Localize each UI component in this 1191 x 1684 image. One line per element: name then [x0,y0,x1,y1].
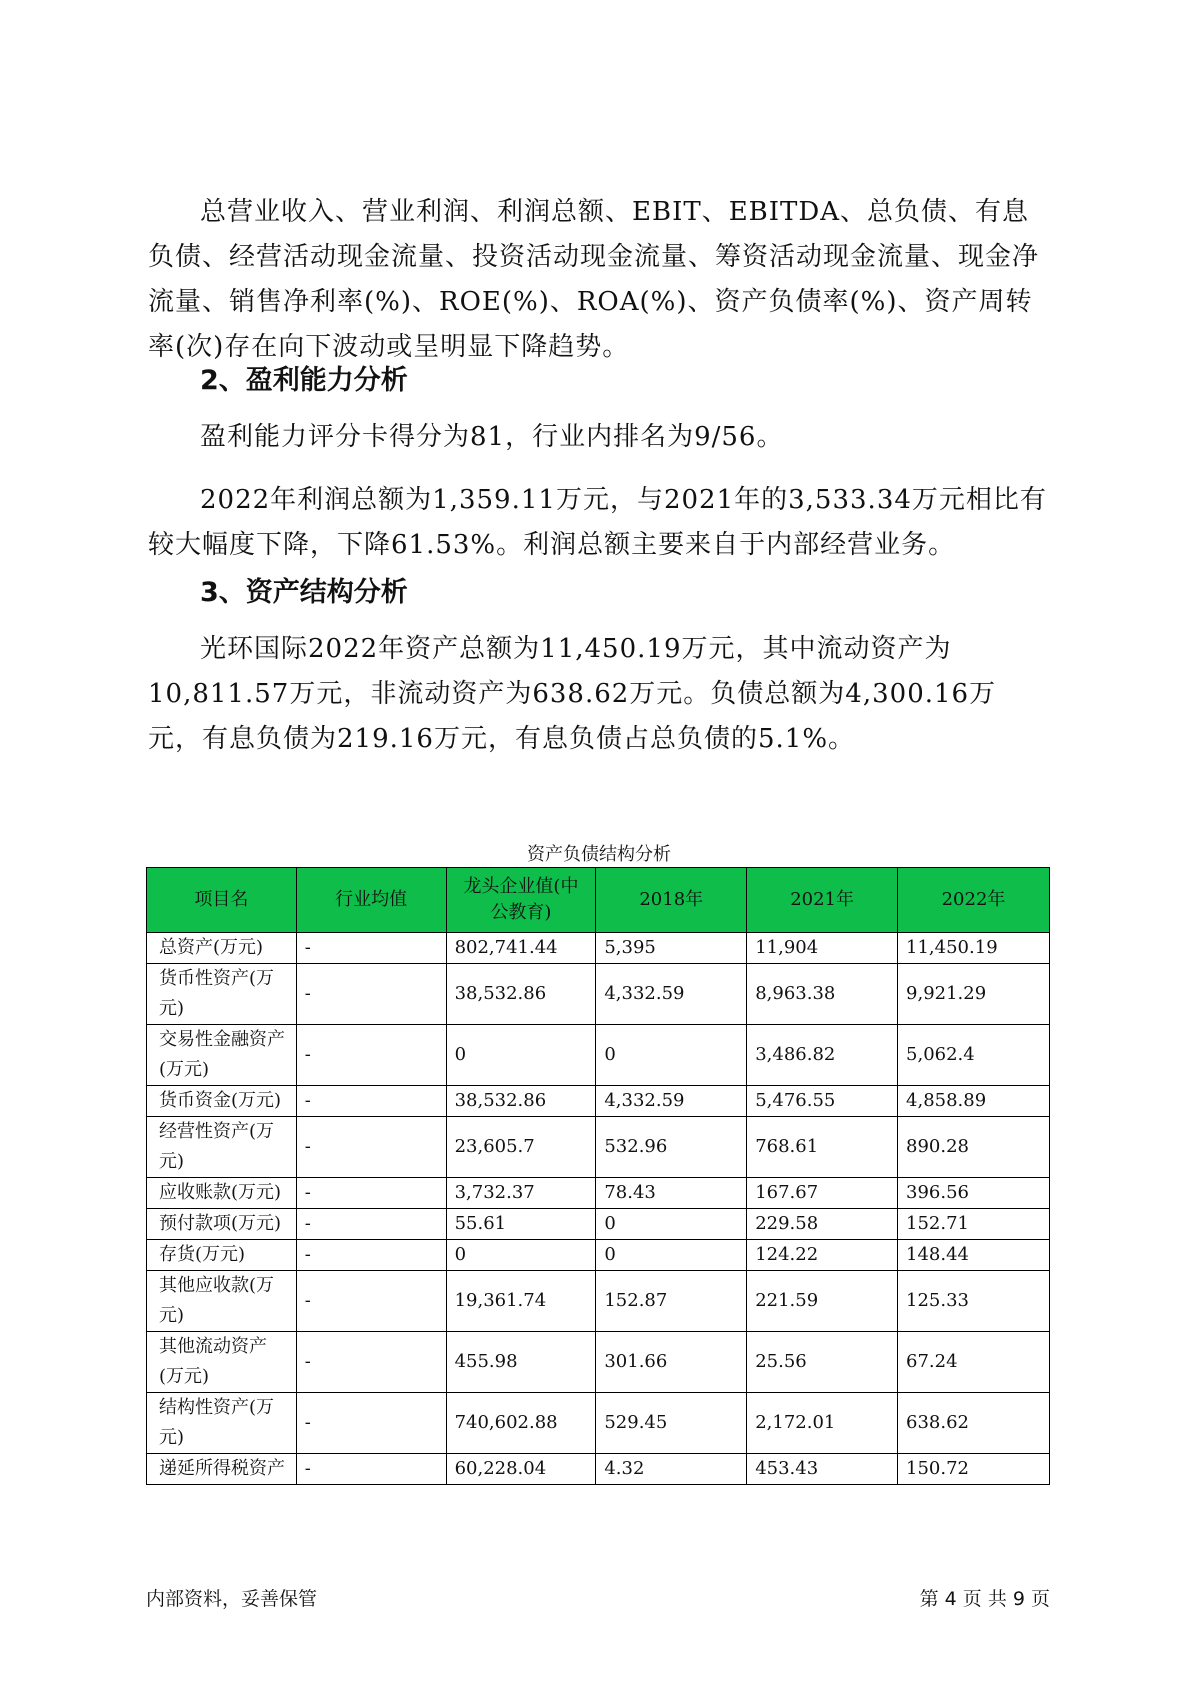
table-cell: 396.56 [898,1178,1050,1209]
table-cell: - [296,1178,446,1209]
header-2021: 2021年 [747,868,898,933]
table-cell: 4,858.89 [898,1086,1050,1117]
asset-paragraph: 光环国际2022年资产总额为11,450.19万元，其中流动资产为10,811.57万元，非流动资产为638.62万元。负债总额为4,300.16万元，有息负债为219.16万元，有息负债占总负债的5.1%。 [148,634,997,754]
table-cell: 38,532.86 [446,964,596,1025]
table-cell: 0 [596,1025,747,1086]
table-cell: 529.45 [596,1393,747,1454]
balance-structure-table [146,867,1050,1485]
table-cell: 23,605.7 [446,1117,596,1178]
table-cell: - [296,1393,446,1454]
table-cell: 150.72 [898,1454,1050,1485]
table-cell: 768.61 [747,1117,898,1178]
table-row [147,1178,1050,1209]
row-label: 其他应收款(万元) [147,1271,297,1332]
row-label: 货币资金(万元) [147,1086,297,1117]
table-cell: 4,332.59 [596,1086,747,1117]
row-label: 应收账款(万元) [147,1178,297,1209]
table-cell: 60,228.04 [446,1454,596,1485]
table-row [147,964,1050,1025]
table-cell: 453.43 [747,1454,898,1485]
table-body [147,933,1050,1485]
table-cell: 148.44 [898,1240,1050,1271]
table-row [147,1332,1050,1393]
table-cell: - [296,933,446,964]
table-cell: - [296,1332,446,1393]
table-cell: 38,532.86 [446,1086,596,1117]
table-header-row [147,868,1050,933]
row-label: 交易性金融资产(万元) [147,1025,297,1086]
footer-page-number: 第 4 页 共 9 页 [919,1588,1050,1610]
table-row [147,933,1050,964]
row-label: 经营性资产(万元) [147,1117,297,1178]
table-row [147,1117,1050,1178]
table-cell: 532.96 [596,1117,747,1178]
table-row [147,1025,1050,1086]
table-cell: 0 [596,1209,747,1240]
table-cell: - [296,1117,446,1178]
table-cell: 4,332.59 [596,964,747,1025]
table-cell: - [296,964,446,1025]
row-label: 预付款项(万元) [147,1209,297,1240]
table-row [147,1240,1050,1271]
table-cell: - [296,1209,446,1240]
row-label: 货币性资产(万元) [147,964,297,1025]
table-cell: 4.32 [596,1454,747,1485]
table-row [147,1271,1050,1332]
table-cell: - [296,1271,446,1332]
table-cell: 11,450.19 [898,933,1050,964]
table-cell: 301.66 [596,1332,747,1393]
table-cell: 0 [446,1240,596,1271]
table-cell: 890.28 [898,1117,1050,1178]
table-cell: 19,361.74 [446,1271,596,1332]
table-cell: 740,602.88 [446,1393,596,1454]
table-cell: 167.67 [747,1178,898,1209]
header-leader-value: 龙头企业值(中公教育) [446,868,596,933]
table-cell: 55.61 [446,1209,596,1240]
header-industry-avg: 行业均值 [296,868,446,933]
table-row [147,1086,1050,1117]
table-cell: 5,395 [596,933,747,964]
table-cell: 25.56 [747,1332,898,1393]
table-cell: 125.33 [898,1271,1050,1332]
row-label: 存货(万元) [147,1240,297,1271]
table-cell: - [296,1240,446,1271]
table-cell: 229.58 [747,1209,898,1240]
table-cell: - [296,1025,446,1086]
row-label: 其他流动资产(万元) [147,1332,297,1393]
table-cell: 5,062.4 [898,1025,1050,1086]
header-2022: 2022年 [898,868,1050,933]
table-cell: 455.98 [446,1332,596,1393]
table-cell: 11,904 [747,933,898,964]
table-cell: 8,963.38 [747,964,898,1025]
table-row [147,1393,1050,1454]
trend-paragraph: 总营业收入、营业利润、利润总额、EBIT、EBITDA、总负债、有息负债、经营活动现金流量、投资活动现金流量、筹资活动现金流量、现金净流量、销售净利率(%)、ROE(%)、ROA(%)、资产负债率(%)、资产周转率(次)存在向下波动或呈明显下降趋势。 [148,197,1040,362]
table-row [147,1454,1050,1485]
table-cell: 78.43 [596,1178,747,1209]
table-cell: - [296,1454,446,1485]
table-cell: 221.59 [747,1271,898,1332]
table-caption: 资产负债结构分析 [527,844,671,865]
table-row [147,1209,1050,1240]
table-cell: 3,486.82 [747,1025,898,1086]
table-cell: 802,741.44 [446,933,596,964]
header-item-name: 项目名 [147,868,297,933]
row-label: 结构性资产(万元) [147,1393,297,1454]
profit-paragraph: 2022年利润总额为1,359.11万元，与2021年的3,533.34万元相比有较大幅度下降，下降61.53%。利润总额主要来自于内部经营业务。 [148,485,1047,560]
table-cell: 9,921.29 [898,964,1050,1025]
footer-confidential: 内部资料，妥善保管 [146,1588,318,1610]
table-cell: 152.71 [898,1209,1050,1240]
table-cell: 67.24 [898,1332,1050,1393]
table-cell: 2,172.01 [747,1393,898,1454]
table-cell: 152.87 [596,1271,747,1332]
section-heading-asset-structure: 3、资产结构分析 [200,577,408,608]
section-heading-profitability: 2、盈利能力分析 [200,365,408,396]
row-label: 递延所得税资产 [147,1454,297,1485]
table-cell: 124.22 [747,1240,898,1271]
table-cell: 0 [596,1240,747,1271]
header-2018: 2018年 [596,868,747,933]
score-paragraph: 盈利能力评分卡得分为81，行业内排名为9/56。 [200,422,784,452]
table-cell: 638.62 [898,1393,1050,1454]
table-cell: 5,476.55 [747,1086,898,1117]
row-label: 总资产(万元) [147,933,297,964]
table-cell: - [296,1086,446,1117]
table-cell: 0 [446,1025,596,1086]
table-cell: 3,732.37 [446,1178,596,1209]
